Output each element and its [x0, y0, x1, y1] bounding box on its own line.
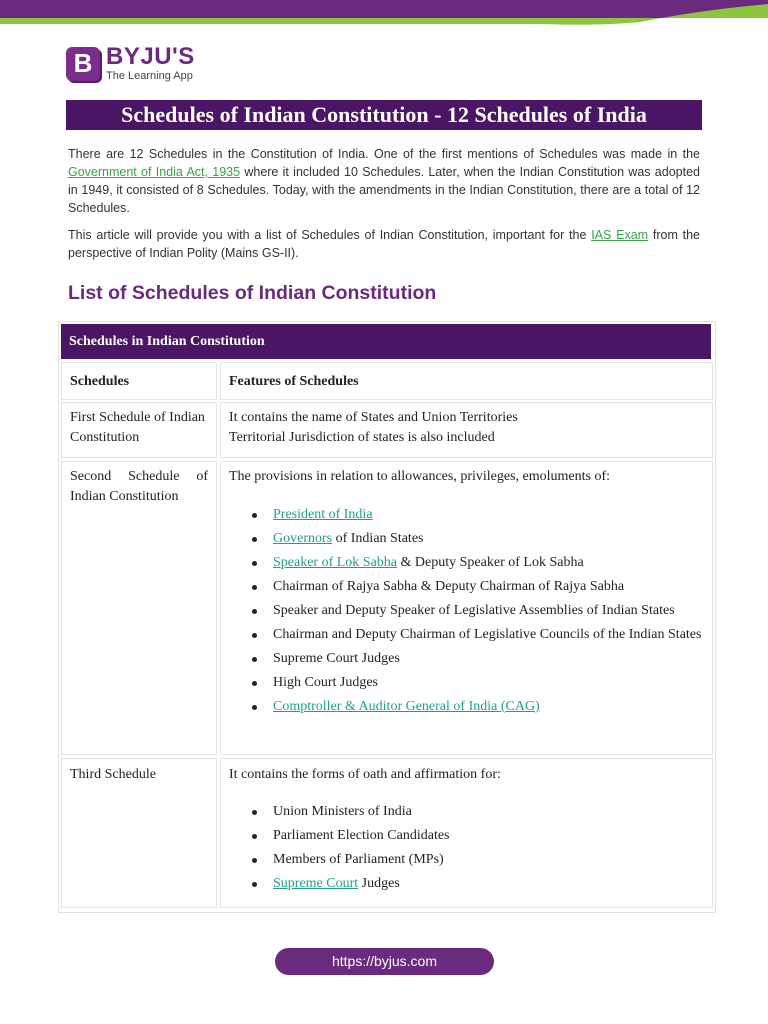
second-schedule-list [229, 505, 704, 717]
list-item: Parliament Election Candidates [229, 826, 704, 846]
list-item: Speaker and Deputy Speaker of Legislative Assemblies of Indian States [229, 601, 704, 621]
supreme-court-link[interactable]: Supreme Court [273, 876, 359, 891]
list-item: Union Ministers of India [229, 802, 704, 822]
table-row-first-schedule-features: It contains the name of States and Union Territories Territorial Jurisdiction of states is also included [220, 402, 713, 458]
list-item: Chairman and Deputy Chairman of Legislative Councils of the Indian States [229, 625, 704, 645]
list-item: Speaker of Lok Sabha & Deputy Speaker of Lok Sabha [229, 553, 704, 573]
third-schedule-list [229, 802, 704, 894]
table-row-second-schedule-features: The provisions in relation to allowances, privileges, emoluments of: President of India Governors of Indian States Speaker of Lok Sabha & Deputy Speaker of Lok Sabha Chairman of Rajya Sabha & Deputy Chairman of Rajya Sabha Speaker and Deputy Speaker of Legislative Assemblies of Indian States Chairman and Deputy Chairman of Legislative Councils of the Indian States Supreme Court Judges High Court Judges Comptroller & Auditor General of India (CAG) [220, 461, 713, 755]
speaker-lok-sabha-link[interactable]: Speaker of Lok Sabha [273, 555, 398, 570]
list-item: Supreme Court Judges [229, 874, 704, 894]
list-item: High Court Judges [229, 673, 704, 693]
president-link[interactable]: President of India [273, 507, 373, 522]
list-item: Chairman of Rajya Sabha & Deputy Chairman of Rajya Sabha [229, 577, 704, 597]
table-caption: Schedules in Indian Constitution [61, 324, 711, 359]
section-heading: List of Schedules of Indian Constitution [68, 282, 437, 304]
byjus-logo [66, 45, 195, 82]
list-item: Members of Parliament (MPs) [229, 850, 704, 870]
list-item [229, 505, 704, 525]
govt-india-act-link[interactable]: Government of India Act, 1935 [68, 165, 241, 179]
cag-link[interactable]: Comptroller & Auditor General of India (CAG) [273, 699, 540, 714]
table-row-third-schedule-features: It contains the forms of oath and affirmation for: Union Ministers of India Parliament Election Candidates Members of Parliament (MPs) Supreme Court Judges [220, 758, 713, 908]
intro-paragraph-1: There are 12 Schedules in the Constitution of India. One of the first mentions of Schedules was made in the Government of India Act, 1935 where it included 10 Schedules. Later, when the Indian Constitution was adopted in 1949, it consisted of 8 Schedules. Today, with the amendments in the Indian Constitution, there are a total of 12 Schedules. [68, 147, 700, 215]
ias-exam-link[interactable]: IAS Exam [591, 228, 649, 242]
page-title: Schedules of Indian Constitution - 12 Schedules of India [66, 100, 702, 130]
table-row-third-schedule-name: Third Schedule [61, 758, 217, 908]
col-header-features: Features of Schedules [220, 362, 713, 400]
list-item: Governors of Indian States [229, 529, 704, 549]
governors-link[interactable]: Governors [273, 531, 333, 546]
schedules-table [58, 321, 716, 913]
footer-url-link[interactable]: https://byjus.com [275, 948, 494, 975]
table-row-first-schedule-name: First Schedule of Indian Constitution [61, 402, 217, 458]
list-item: Supreme Court Judges [229, 649, 704, 669]
logo-name: BYJU'S [106, 43, 195, 70]
top-decorative-band [0, 0, 768, 28]
col-header-schedules: Schedules [61, 362, 217, 400]
list-item [229, 697, 704, 717]
logo-tagline: The Learning App [106, 70, 193, 82]
logo-icon: B [66, 47, 100, 81]
intro-paragraph-2: This article will provide you with a list of Schedules of Indian Constitution, important for the IAS Exam from the perspective of Indian Polity (Mains GS-II). [68, 228, 701, 260]
table-row-second-schedule-name: Second Schedule of Indian Constitution [61, 461, 217, 755]
